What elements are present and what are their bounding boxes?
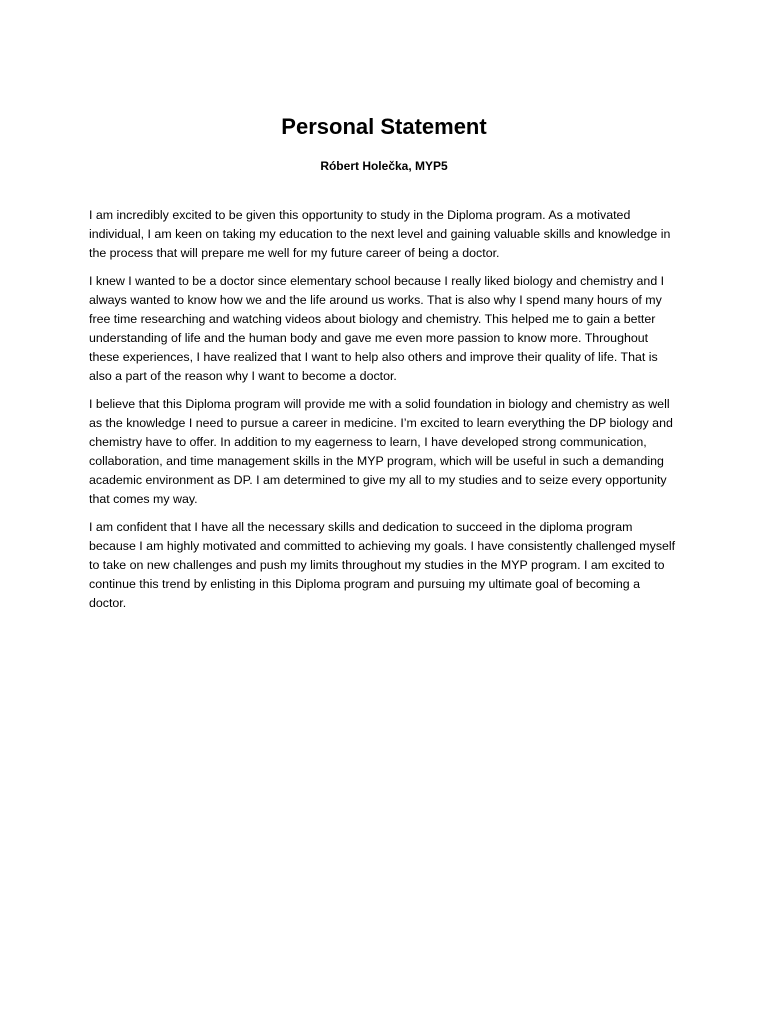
document-body xyxy=(89,206,679,622)
body-paragraph: I am confident that I have all the necessary skills and dedication to succeed in the diploma program because I am highly motivated and committed to achieving my goals. I have consistently challenged myself to take on new challenges and push my limits throughout my studies in the MYP program. I am excited to continue this trend by enlisting in this Diploma program and pursuing my ultimate goal of becoming a doctor. xyxy=(89,520,676,610)
document-title: Personal Statement xyxy=(281,114,487,139)
body-paragraph: I am incredibly excited to be given this opportunity to study in the Diploma program. As a motivated individual, I am keen on taking my education to the next level and gaining valuable skills and knowledge in the process that will prepare me well for my future career of being a doctor. xyxy=(89,208,671,260)
body-paragraph: I believe that this Diploma program will provide me with a solid foundation in biology and chemistry as well as the knowledge I need to pursue a career in medicine. I’m excited to learn everything the DP biology and chemistry have to offer. In addition to my eagerness to learn, I have developed strong communication, collaboration, and time management skills in the MYP program, which will be useful in such a demanding academic environment as DP. I am determined to give my all to my studies and to seize every opportunity that comes my way. xyxy=(89,397,673,506)
author-line: Róbert Holečka, MYP5 xyxy=(320,159,448,173)
body-paragraph: I knew I wanted to be a doctor since elementary school because I really liked biology and chemistry and I always wanted to know how we and the life around us works. That is also why I spend many hours of my free time researching and watching videos about biology and chemistry. This helped me to gain a better understanding of life and the human body and gave me even more passion to know more. Throughout these experiences, I have realized that I want to help also others and improve their quality of life. That is also a part of the reason why I want to become a doctor. xyxy=(89,274,665,383)
